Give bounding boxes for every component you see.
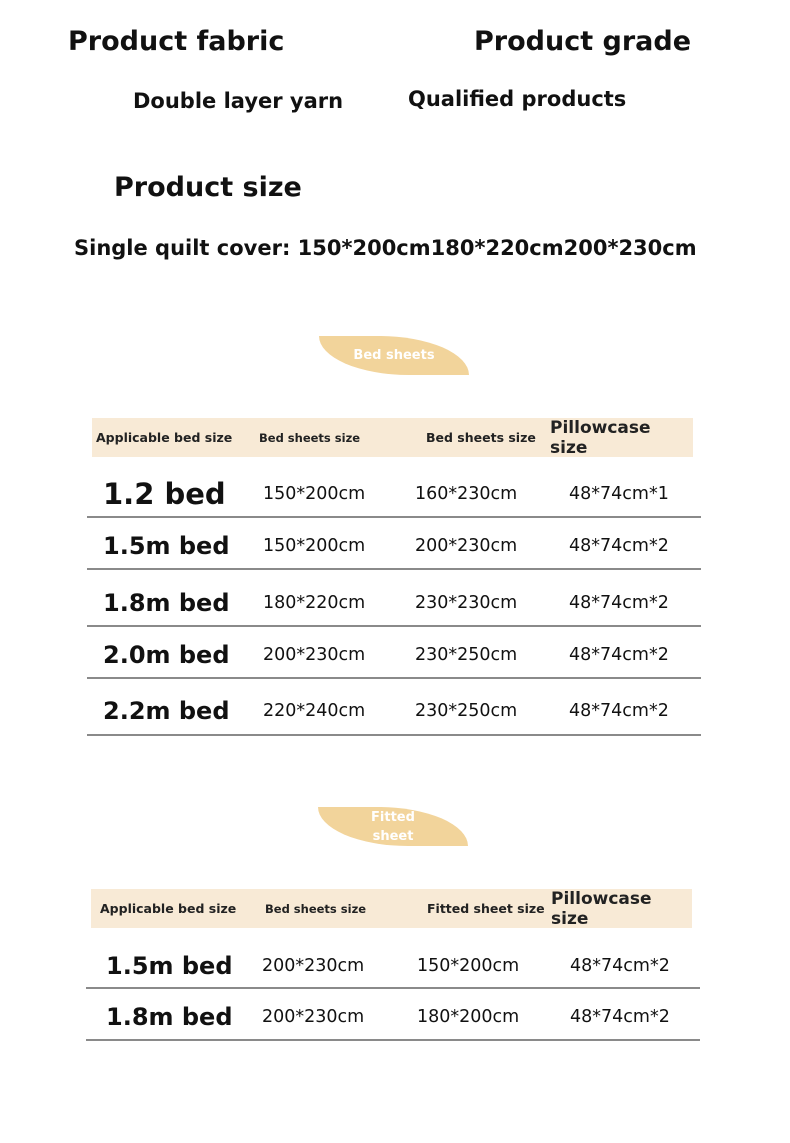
bed-size-cell: 1.8m bed [106,1003,233,1031]
col-bed-sheets-size-2: Bed sheets size [426,430,536,445]
bed-size-cell: 1.5m bed [106,951,233,980]
pillowcase-size-cell: 48*74cm*2 [569,701,669,721]
bed-sheet-size-cell: 200*230cm [262,955,365,976]
bed-sheet-size-cell: 200*230cm [263,644,366,665]
bed-sheets-tag [319,336,469,375]
row-divider [87,516,701,518]
row-divider [86,1039,700,1041]
table-row [87,524,701,570]
row-divider [87,625,701,627]
bed-size-cell: 1.2 bed [103,477,226,511]
col-fitted-sheet-size: Fitted sheet size [427,901,545,916]
product-fabric-value: Double layer yarn [133,89,344,113]
pillowcase-size-cell: 48*74cm*2 [570,1007,670,1027]
pillowcase-size-cell: 48*74cm*2 [569,592,669,613]
table-row [87,472,701,518]
second-size-cell: 230*230cm [415,592,518,613]
col-pillowcase-size: Pillowcase size [550,417,651,458]
table-row [87,632,701,679]
row-divider [87,677,701,679]
fitted-sheet-tag [318,807,468,846]
table-row [86,944,700,989]
pillowcase-size-cell: 48*74cm*1 [569,484,669,504]
table-row [86,995,700,1041]
col-bed-sheets-size: Bed sheets size [259,430,361,445]
bed-sheets-table-header [92,418,693,457]
row-divider [87,568,701,570]
bed-size-cell: 2.2m bed [103,697,230,725]
col-applicable-bed-size: Applicable bed size [100,901,237,916]
table-row [87,580,701,627]
product-size-title: Product size [114,172,302,203]
bed-size-cell: 1.8m bed [103,588,230,617]
pillowcase-size-cell: 48*74cm*2 [569,536,669,556]
bed-sheet-size-cell: 150*200cm [263,484,366,504]
fitted-sheet-table-header [91,889,692,928]
second-size-cell: 160*230cm [415,484,518,504]
second-size-cell: 150*200cm [417,955,520,976]
col-applicable-bed-size: Applicable bed size [96,430,233,445]
row-divider [87,734,701,736]
row-divider [86,987,700,989]
bed-sheet-size-cell: 200*230cm [262,1007,365,1027]
bed-sheet-size-cell: 220*240cm [263,701,366,721]
pillowcase-size-cell: 48*74cm*2 [569,644,669,665]
pillowcase-size-cell: 48*74cm*2 [570,955,670,976]
bed-size-cell: 1.5m bed [103,532,230,560]
table-row [87,688,701,736]
bed-size-cell: 2.0m bed [103,640,230,669]
product-grade-value: Qualified products [408,87,627,111]
product-grade-title: Product grade [474,26,692,57]
quilt-cover-sizes: Single quilt cover: 150*200cm180*220cm200*230cm [74,236,697,260]
col-pillowcase-size: Pillowcase size [551,888,652,929]
bed-sheets-tag-label: Bed sheets [353,348,435,363]
product-fabric-title: Product fabric [68,26,285,57]
fitted-sheet-tag-label: Fitted sheet [371,809,415,844]
second-size-cell: 180*200cm [417,1007,520,1027]
bed-sheet-size-cell: 180*220cm [263,592,366,613]
col-bed-sheets-size: Bed sheets size [265,901,367,916]
second-size-cell: 200*230cm [415,536,518,556]
bed-sheet-size-cell: 150*200cm [263,536,366,556]
second-size-cell: 230*250cm [415,644,518,665]
second-size-cell: 230*250cm [415,701,518,721]
